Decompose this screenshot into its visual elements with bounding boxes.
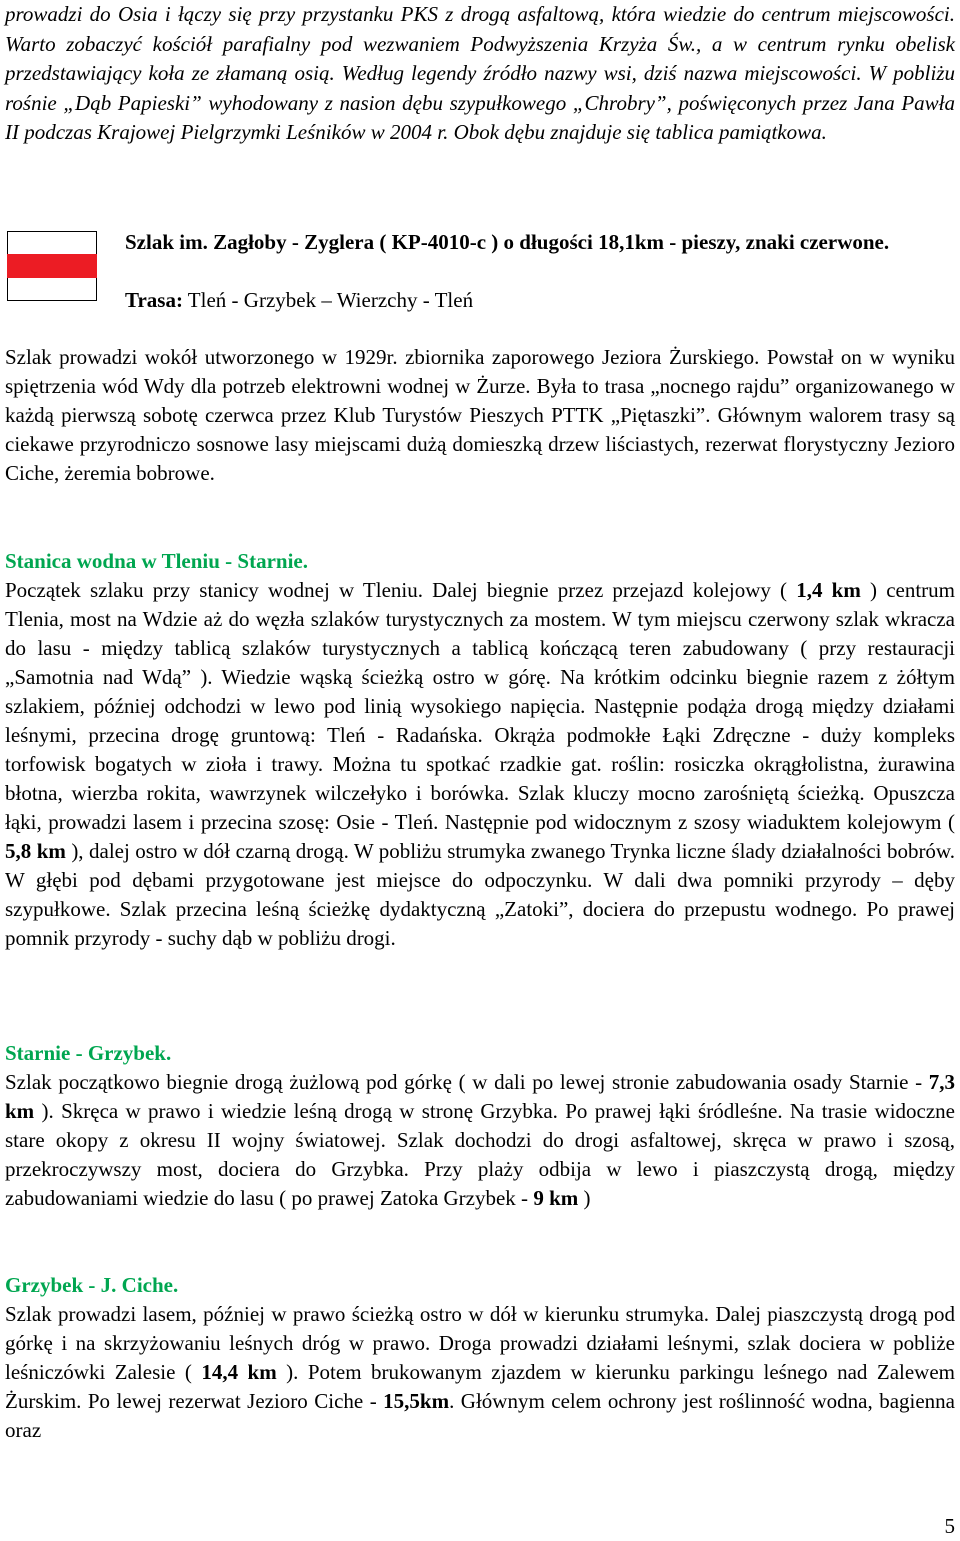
distance-value: 15,5km [383,1389,450,1413]
section-title: Grzybek - J. Ciche. [5,1273,179,1297]
text-run: Szlak prowadzi lasem, później w prawo ścieżką ostro w dół w kierunku strumyka. Dalej piaszczystą drogą pod górkę i na skrzyżowaniu leśnych dróg w prawo. Droga prowadzi działami leśnymi, szlak dociera w pobliże leśniczówki Zalesie ( [5,1302,955,1384]
distance-value: 7,3 km [5,1070,955,1123]
section-title: Starnie - Grzybek. [5,1041,172,1065]
distance-value: 1,4 km [796,578,861,602]
page-number: 5 [944,1514,955,1538]
section-stanica [5,547,955,953]
text-run: Początek szlaku przy stanicy wodnej w Tleniu. Dalej biegnie przez przejazd kolejowy ( [5,578,797,602]
section-starnie [5,1039,955,1213]
section-body [5,576,955,953]
trail-header [5,228,957,312]
section-body [5,1300,955,1445]
text-run: ). Potem brukowanym zjazdem w kierunku parkingu leśnego nad Zalewem Żurskim. Po lewej rezerwat Jezioro Ciche - [5,1360,956,1413]
trail-route [125,286,957,315]
section-title: Stanica wodna w Tleniu - Starnie. [5,549,308,573]
distance-value: 9 km [533,1186,579,1210]
marker-bottom-stripe [7,278,97,301]
trail-title: Szlak im. Zagłoby - Zyglera ( KP-4010-c ) o długości 18,1km - pieszy, znaki czerwone. [125,230,890,254]
marker-top-stripe [7,231,97,254]
text-run: ). Skręca w prawo i wiedzie leśną drogą w stronę Grzybka. Po prawej łąki śródleśne. Na trasie widoczne stare okopy z okresu II wojny światowej. Szlak dochodzi do drogi asfaltowej, skręca w prawo i szosą, przekroczywszy most, dociera do Grzybka. Przy plaży odbija w lewo i piaszczystą drogą, między zabudowaniami wiedzie do lasu ( po prawej Zatoka Grzybek - [5,1099,955,1210]
trail-marker-icon [7,231,97,303]
section-body [5,1068,955,1213]
text-run: . Głównym celem ochrony jest roślinność wodna, bagienna oraz [5,1389,955,1442]
distance-value: 5,8 km [5,839,66,863]
distance-value: 14,4 km [201,1360,277,1384]
section-grzybek [5,1271,955,1445]
route-text: Tleń - Grzybek – Wierzchy - Tleń [182,288,474,312]
text-run: ) centrum Tlenia, most na Wdzie aż do węzła szlaków turystycznych za mostem. W tym miejscu czerwony szlak wkracza do lasu - między tablicą szlaków turystycznych a tablicą kończącą teren zabudowany ( przy restauracji „Samotnia nad Wdą” ). Wiedzie wąską ścieżką ostro w górę. Na krótkim odcinku biegnie razem z żółtym szlakiem, później odchodzi w lewo pod linią wysokiego napięcia. Następnie podąża drogą między działami leśnymi, przecina drogę gruntową: Tleń - Radańska. Okrąża podmokłe Łąki Zdręczne - duży kompleks torfowisk bogatych w zioła i trawy. Można tu spotkać rzadkie gat. roślin: rosiczka okrągłolistna, żurawina błotna, wierzba rokita, wawrzynek wilczełyko i borówka. Szlak kluczy mocno zarośniętą ścieżką. Opuszcza łąki, prowadzi lasem i przecina szosę: Osie - Tleń. Następnie pod widocznym z szosy wiaduktem kolejowym ( [5,578,955,834]
text-run: ) [578,1186,591,1210]
intro-paragraph: prowadzi do Osia i łączy się przy przystanku PKS z drogą asfaltową, która wiedzie do centrum miejscowości. Warto zobaczyć kościół parafialny pod wezwaniem Podwyższenia Krzyża Św., a w centrum rynku obelisk przedstawiający koła ze złamaną osią. Według legendy źródło nazwy wsi, dziś nazwa miejscowości. W pobliżu rośnie „Dąb Papieski” wyhodowany z nasion dębu szypułkowego „Chrobry”, poświęconych przez Jana Pawła II podczas Krajowej Pielgrzymki Leśników w 2004 r. Obok dębu znajduje się tablica pamiątkowa. [5,2,955,144]
text-run: Szlak początkowo biegnie drogą żużlową pod górkę ( w dali po lewej stronie zabudowania osady Starnie - [5,1070,929,1094]
route-label: Trasa: [125,288,183,312]
text-run: ), dalej ostro w dół czarną drogą. W pobliżu strumyka zwanego Trynka liczne ślady działalności bobrów. W głębi pod dębami przygotowane jest miejsce do odpoczynku. W dali dwa pomniki przyrody – dęby szypułkowe. Szlak przecina leśną ścieżkę dydaktyczną „Zatoki”, dociera do przepustu wodnego. Po prawej pomnik przyrody - suchy dąb w pobliżu drogi. [5,839,955,950]
marker-red-stripe [7,254,97,278]
trail-description: Szlak prowadzi wokół utworzonego w 1929r. zbiornika zaporowego Jeziora Żurskiego. Powstał on w wyniku spiętrzenia wód Wdy dla potrzeb elektrowni wodnej w Żurze. Była to trasa „nocnego rajdu” organizowanego w każdą pierwszą sobotę czerwca przez Klub Turystów Pieszych PTTK „Piętaszki”. Głównym walorem trasy są ciekawe przyrodniczo sosnowe lasy miejscami dużą domieszką drzew liściastych, rezerwat florystyczny Jezioro Ciche, żeremia bobrowe. [5,345,955,485]
